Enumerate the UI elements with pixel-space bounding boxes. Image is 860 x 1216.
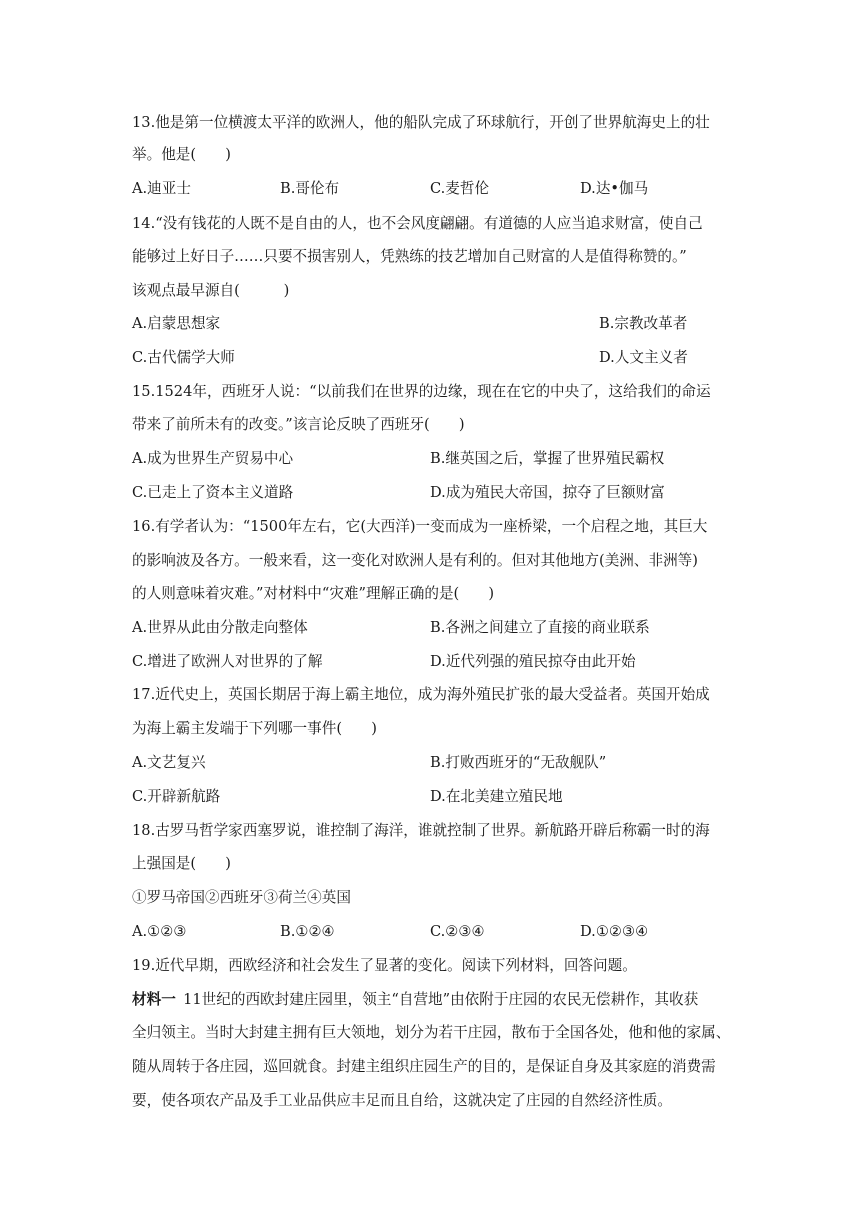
q18-option-d: D.①②③④ [580,923,649,940]
q17-option-b: B.打败西班牙的“无敌舰队” [430,754,607,771]
q13-option-b: B.哥伦布 [280,180,340,197]
q15-option-d: D.成为殖民大帝国，掠夺了巨额财富 [430,484,665,501]
q15-option-a: A.成为世界生产贸易中心 [132,450,294,467]
q13-option-a: A.迪亚士 [132,180,191,197]
q17-stem-line1: 17.近代史上，英国长期居于海上霸主地位，成为海外殖民扩张的最大受益者。英国开始成 [132,686,710,703]
q15-stem-line1: 15.1524年，西班牙人说：“以前我们在世界的边缘，现在在它的中央了，这给我们的命运 [132,383,711,400]
q15-stem-line2: 带来了前所未有的改变。”该言论反映了西班牙( ) [132,416,465,433]
q14-option-c: C.古代儒学大师 [132,349,235,366]
q16-option-d: D.近代列强的殖民掠夺由此开始 [430,653,636,670]
q18-stem-line3: ①罗马帝国②西班牙③荷兰④英国 [132,889,351,906]
q19-material1-line4: 要，使各项农产品及手工业品供应丰足而且自给，这就决定了庄园的自然经济性质。 [132,1092,672,1109]
q19-stem-line1: 19.近代早期，西欧经济和社会发生了显著的变化。阅读下列材料，回答问题。 [132,957,637,974]
q17-option-c: C.开辟新航路 [132,788,221,805]
q14-stem-line1: 14.“没有钱花的人既不是自由的人，也不会风度翩翩。有道德的人应当追求财富，使自己 [132,215,703,232]
q17-option-d: D.在北美建立殖民地 [430,788,563,805]
q13-stem-line2: 举。他是( ) [132,146,231,163]
q13-option-d: D.达•伽马 [580,180,649,197]
q14-stem-line2: 能够过上好日子……只要不损害别人，凭熟练的技艺增加自己财富的人是值得称赞的。” [132,248,687,265]
q14-option-b: B.宗教改革者 [599,315,688,332]
q16-stem-line3: 的人则意味着灾难。”对材料中“灾难”理解正确的是( ) [132,585,495,602]
q19-material1-line1 [132,990,698,1010]
material1-text: 11世纪的西欧封建庄园里，领主“自营地”由依附于庄园的农民无偿耕作，其收获 [183,991,699,1008]
q18-option-c: C.②③④ [430,923,485,940]
q17-option-a: A.文艺复兴 [132,754,206,771]
q16-option-c: C.增进了欧洲人对世界的了解 [132,653,323,670]
q18-option-a: A.①②③ [132,923,187,940]
q18-stem-line1: 18.古罗马哲学家西塞罗说，谁控制了海洋，谁就控制了世界。新航路开辟后称霸一时的海 [132,822,710,839]
q14-option-d: D.人文主义者 [599,349,688,366]
q16-stem-line2: 的影响波及各方。一般来看，这一变化对欧洲人是有利的。但对其他地方(美洲、非洲等) [132,552,698,569]
q14-option-a: A.启蒙思想家 [132,315,221,332]
q16-stem-line1: 16.有学者认为：“1500年左右，它(大西洋)一变而成为一座桥梁，一个启程之地，其巨大 [132,518,708,535]
q19-material1-line3: 随从周转于各庄园，巡回就食。封建主组织庄园生产的目的，是保证自身及其家庭的消费需 [132,1058,716,1075]
q16-option-b: B.各洲之间建立了直接的商业联系 [430,619,650,636]
q17-stem-line2: 为海上霸主发端于下列哪一事件( ) [132,720,377,737]
q19-material1-line2: 全归领主。当时大封建主拥有巨大领地，划分为若干庄园，散布于全国各处，他和他的家属、 [132,1024,731,1041]
q13-stem-line1: 13.他是第一位横渡太平洋的欧洲人，他的船队完成了环球航行，开创了世界航海史上的壮 [132,114,710,131]
q14-stem-line3: 该观点最早源自( ) [132,282,290,299]
q15-option-c: C.已走上了资本主义道路 [132,484,294,501]
q18-option-b: B.①②④ [280,923,335,940]
q13-option-c: C.麦哲伦 [430,180,490,197]
q16-option-a: A.世界从此由分散走向整体 [132,619,308,636]
material-label: 材料一 [132,991,176,1008]
q15-option-b: B.继英国之后，掌握了世界殖民霸权 [430,450,665,467]
q18-stem-line2: 上强国是( ) [132,855,231,872]
